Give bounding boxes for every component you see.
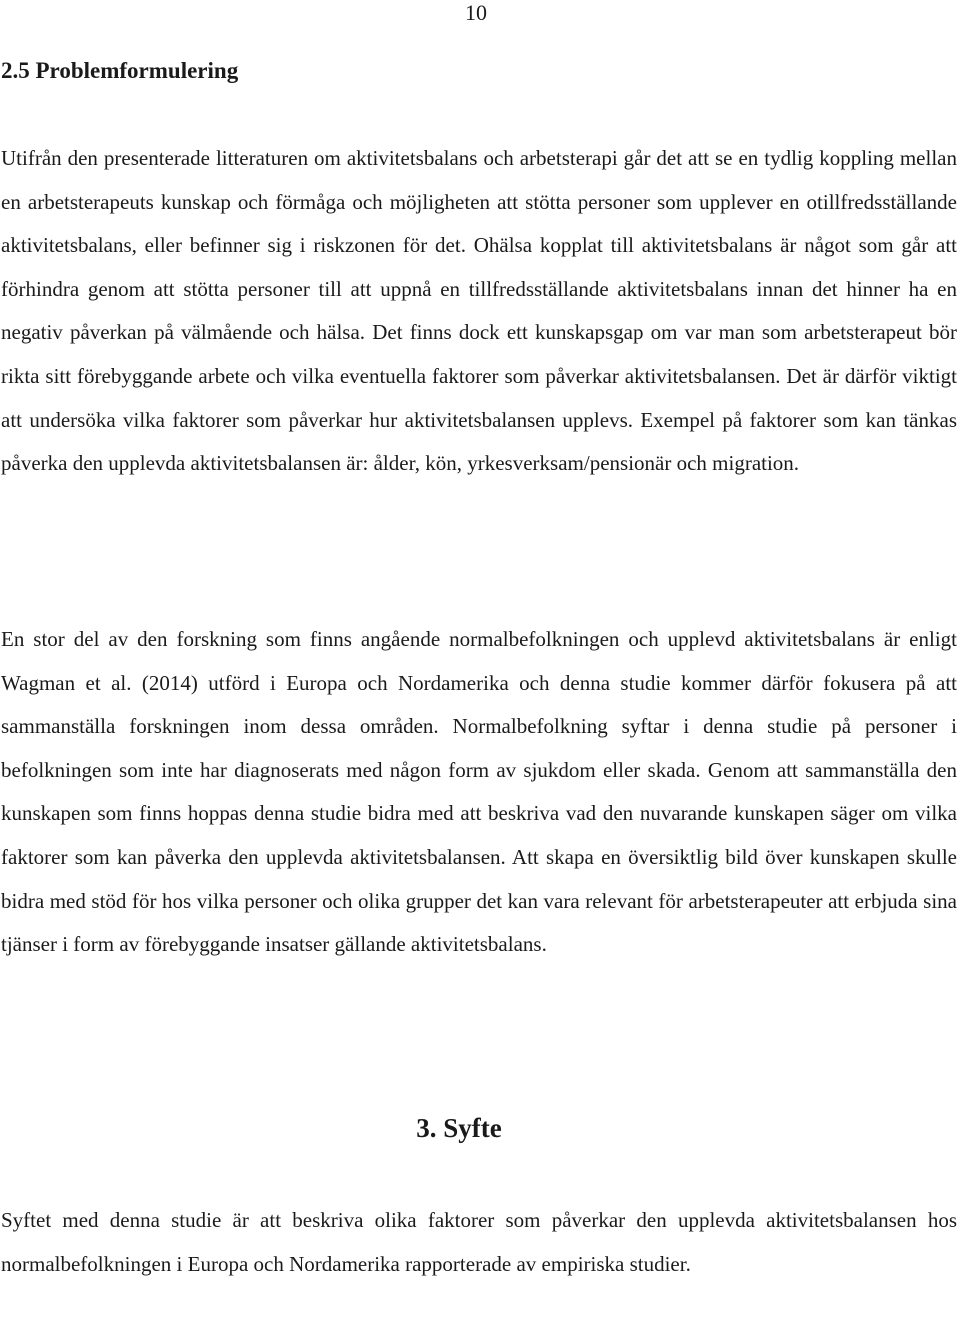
section-heading-syfte: 3. Syfte	[416, 1113, 502, 1143]
paragraph-problemformulering-2: En stor del av den forskning som finns angående normalbefolkningen och upplevd aktivitetsbalans är enligt Wagman et al. (2014) utförd i Europa och Nordamerika och denna studie kommer därför fokusera på att sammanställa forskningen inom dessa områden. Normalbefolkning syftar i denna studie på personer i befolkningen som inte har diagnoserats med någon form av sjukdom eller skada. Genom att sammanställa den kunskapen som finns hoppas denna studie bidra med att beskriva vad den nuvarande kunskapen säger om vilka faktorer som kan påverka den upplevda aktivitetsbalansen. Att skapa en översiktlig bild över kunskapen skulle bidra med stöd för hos vilka personer och olika grupper det kan vara relevant för arbetsterapeuter att erbjuda sina tjänser i form av förebyggande insatser gällande aktivitetsbalans.	[1, 627, 957, 957]
paragraph-syfte: Syftet med denna studie är att beskriva olika faktorer som påverkar den upplevda aktivitetsbalansen hos normalbefolkningen i Europa och Nordamerika rapporterade av empiriska studier.	[1, 1208, 957, 1276]
section-heading-problemformulering: 2.5 Problemformulering	[1, 58, 239, 83]
paragraph-problemformulering-1: Utifrån den presenterade litteraturen om aktivitetsbalans och arbetsterapi går det att se en tydlig koppling mellan en arbetsterapeuts kunskap och förmåga och möjligheten att stötta personer som upplever en otillfredsställande aktivitetsbalans, eller befinner sig i riskzonen för det. Ohälsa kopplat till aktivitetsbalans är något som går att förhindra genom att stötta personer till att uppnå en tillfredsställande aktivitetsbalans innan det hinner ha en negativ påverkan på välmående och hälsa. Det finns dock ett kunskapsgap om var man som arbetsterapeut bör rikta sitt förebyggande arbete och vilka eventuella faktorer som påverkar aktivitetsbalansen. Det är därför viktigt att undersöka vilka faktorer som påverkar hur aktivitetsbalansen upplevs. Exempel på faktorer som kan tänkas påverka den upplevda aktivitetsbalansen är: ålder, kön, yrkesverksam/pensionär och migration.	[1, 146, 957, 476]
page-number: 10	[465, 0, 487, 25]
